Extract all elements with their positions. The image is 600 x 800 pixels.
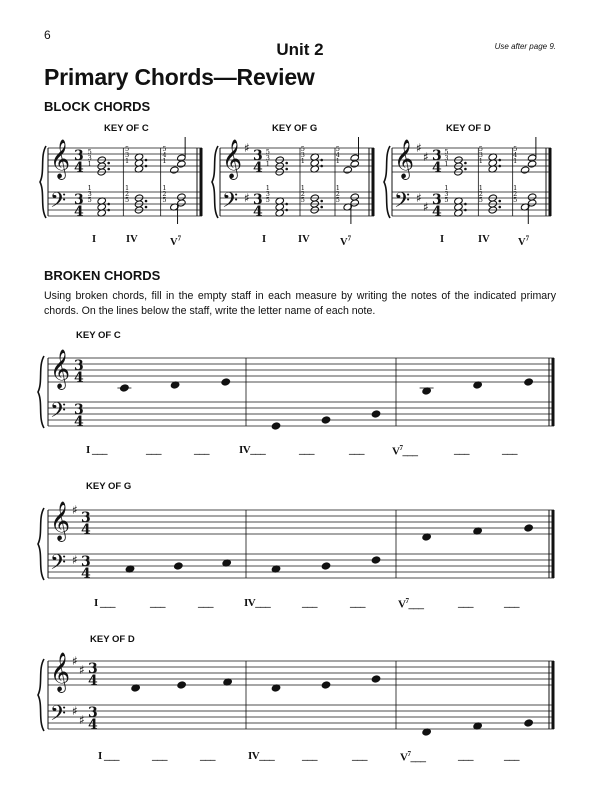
- treble-clef-icon: 𝄞: [50, 652, 71, 692]
- fingering-number: 3: [87, 190, 92, 198]
- dot: [464, 168, 467, 171]
- answer-blank[interactable]: ___: [504, 597, 519, 609]
- fingering-number: 1: [87, 184, 92, 192]
- dot: [464, 209, 467, 212]
- fingering-number: 1: [87, 160, 92, 168]
- fingering-number: 5: [265, 148, 270, 156]
- dot: [320, 159, 323, 162]
- note-head: [520, 166, 530, 174]
- answer-blank[interactable]: ___: [352, 750, 367, 762]
- time-signature-bottom: 4: [81, 522, 91, 538]
- bass-clef-icon: 𝄢: [50, 550, 67, 579]
- fingering-number: 5: [444, 148, 449, 156]
- answer-blank[interactable]: ___: [458, 597, 473, 609]
- fingering-number: 2: [125, 190, 130, 198]
- fingering-number: 1: [265, 160, 270, 168]
- time-signature-bottom: 4: [88, 717, 98, 733]
- dot: [498, 165, 501, 168]
- broken-key-d-label: KEY OF D: [90, 634, 135, 645]
- sharp-icon: ♯: [72, 503, 78, 517]
- fingering-number: 2: [478, 190, 483, 198]
- answer-blank[interactable]: ___: [150, 597, 165, 609]
- block-key-c-label: KEY OF C: [104, 123, 149, 134]
- block-chords-heading: BLOCK CHORDS: [44, 99, 151, 114]
- bass-clef-icon: 𝄢: [50, 701, 67, 730]
- treble-clef-icon: 𝄞: [50, 501, 71, 541]
- fingering-number: 5: [125, 196, 130, 204]
- fingering-number: 5: [335, 145, 340, 153]
- fingering-number: 5: [265, 196, 270, 204]
- broken-staff-d: [36, 645, 566, 745]
- sharp-icon: ♯: [416, 191, 422, 205]
- bass-clef-icon: 𝄢: [222, 188, 239, 217]
- treble-clef-icon: 𝄞: [50, 139, 71, 179]
- dot: [498, 206, 501, 209]
- block-g-numeral-1: I: [262, 234, 267, 245]
- use-after-note: Use after page 9.: [494, 42, 556, 51]
- time-signature-bottom: 4: [253, 204, 263, 220]
- broken-staff-g: [36, 494, 566, 594]
- sharp-icon: ♯: [416, 141, 422, 155]
- dot: [285, 168, 288, 171]
- unit-title: Unit 2: [276, 40, 324, 59]
- instructions-text: Using broken chords, fill in the empty staff in each measure by writing the notes of the indicated primary chords. On the lines below the staff, write the letter name of each note.: [44, 290, 556, 317]
- answer-blank[interactable]: I ___: [86, 444, 108, 456]
- brace: [38, 508, 44, 580]
- fingering-number: 1: [478, 184, 483, 192]
- sharp-icon: ♯: [72, 553, 78, 567]
- v7-numeral: $V^7$: [518, 234, 530, 248]
- block-d-numeral-5: [518, 234, 529, 248]
- page-title: Primary Chords—Review: [44, 64, 315, 90]
- treble-clef-icon: 𝄞: [50, 349, 71, 389]
- broken-staff-c: [36, 342, 566, 442]
- fingering-number: 3: [265, 154, 270, 162]
- block-d-numeral-4: IV: [478, 234, 490, 245]
- time-signature-top: 3: [74, 192, 84, 208]
- fingering-number: 5: [300, 196, 305, 204]
- fingering-number: 1: [444, 160, 449, 168]
- dot: [320, 206, 323, 209]
- dot: [285, 203, 288, 206]
- dot: [464, 162, 467, 165]
- fingering-number: 5: [478, 145, 483, 153]
- block-staff-d: [382, 134, 557, 234]
- fingering-number: 2: [300, 190, 305, 198]
- answer-blank[interactable]: ___: [504, 750, 519, 762]
- time-signature-bottom: 4: [74, 160, 84, 176]
- fingering-number: 1: [478, 157, 483, 165]
- fingering-number: 3: [444, 154, 449, 162]
- time-signature-top: 3: [74, 358, 84, 374]
- time-signature-top: 3: [81, 510, 91, 526]
- fingering-number: 3: [444, 190, 449, 198]
- answer-blank[interactable]: IV___: [239, 444, 266, 456]
- fingering-number: 1: [300, 157, 305, 165]
- fingering-number: 3: [300, 151, 305, 159]
- dot: [145, 206, 148, 209]
- note-head: [170, 166, 180, 174]
- answer-blank[interactable]: ___: [502, 444, 517, 456]
- answer-blank[interactable]: ___: [454, 444, 469, 456]
- fingering-number: 4: [162, 151, 167, 159]
- bass-clef-icon: 𝄢: [50, 188, 67, 217]
- dot: [107, 209, 110, 212]
- dot: [285, 162, 288, 165]
- block-system-g: [210, 134, 380, 239]
- fingering-number: 1: [162, 184, 167, 192]
- treble-clef-icon: 𝄞: [222, 139, 243, 179]
- fingering-number: 5: [444, 196, 449, 204]
- note-head: [177, 681, 187, 689]
- time-signature-bottom: 4: [432, 204, 442, 220]
- time-signature-top: 3: [88, 661, 98, 677]
- answer-blank[interactable]: ___: [194, 444, 209, 456]
- note-head: [221, 378, 231, 386]
- time-signature-bottom: 4: [81, 566, 91, 582]
- bass-clef-icon: 𝄢: [50, 398, 67, 427]
- fingering-number: 1: [125, 184, 130, 192]
- time-signature-top: 3: [253, 148, 263, 164]
- fingering-number: 5: [162, 196, 167, 204]
- block-c-numeral-1: I: [92, 234, 97, 245]
- fingering-number: 1: [335, 157, 340, 165]
- broken-system-c: [36, 342, 566, 447]
- block-system-c: [38, 134, 208, 239]
- note-head: [524, 378, 534, 386]
- note-head: [174, 562, 184, 570]
- sharp-icon: ♯: [244, 141, 250, 155]
- bass-clef-icon: 𝄢: [394, 188, 411, 217]
- note-head: [321, 681, 331, 689]
- note-head: [524, 719, 534, 727]
- block-g-numeral-4: IV: [298, 234, 310, 245]
- page-number: 6: [44, 28, 51, 42]
- fingering-number: 5: [125, 145, 130, 153]
- fingering-number: 5: [300, 145, 305, 153]
- answer-blank[interactable]: ___: [302, 597, 317, 609]
- fingering-number: 3: [87, 154, 92, 162]
- answer-blank[interactable]: ___: [349, 444, 364, 456]
- block-key-g-label: KEY OF G: [272, 123, 318, 134]
- answer-blank[interactable]: ___: [302, 750, 317, 762]
- note-head: [321, 416, 331, 424]
- note-head: [371, 675, 381, 683]
- time-signature-bottom: 4: [74, 370, 84, 386]
- time-signature-bottom: 4: [88, 673, 98, 689]
- answer-blank[interactable]: I ___: [98, 750, 120, 762]
- dot: [498, 200, 501, 203]
- block-c-numeral-5: [170, 234, 181, 248]
- fingering-number: 1: [513, 157, 518, 165]
- fingering-number: 1: [335, 184, 340, 192]
- time-signature-bottom: 4: [74, 204, 84, 220]
- answer-blank[interactable]: ___: [152, 750, 167, 762]
- broken-system-g: [36, 494, 566, 599]
- answer-blank[interactable]: $V^7\_\_\_$: [398, 597, 424, 611]
- answer-blank[interactable]: ___: [299, 444, 314, 456]
- answer-blank[interactable]: ___: [198, 597, 213, 609]
- block-system-d: [382, 134, 557, 239]
- dot: [145, 200, 148, 203]
- answer-blank[interactable]: $V^7\_\_\_$: [400, 750, 426, 764]
- note-head: [371, 556, 381, 564]
- block-staff-c: [38, 134, 208, 234]
- fingering-number: 1: [265, 184, 270, 192]
- note-head: [271, 422, 281, 430]
- answer-blank[interactable]: ___: [146, 444, 161, 456]
- block-c-numeral-4: IV: [126, 234, 138, 245]
- fingering-number: 1: [125, 157, 130, 165]
- fingering-number: 2: [513, 190, 518, 198]
- block-g-numeral-5: [340, 234, 351, 248]
- dot: [107, 168, 110, 171]
- brace: [40, 146, 46, 218]
- block-staff-g: [210, 134, 380, 234]
- answer-blank[interactable]: I ___: [94, 597, 116, 609]
- answer-blank[interactable]: ___: [458, 750, 473, 762]
- fingering-number: 2: [162, 190, 167, 198]
- brace: [212, 146, 218, 218]
- dot: [498, 159, 501, 162]
- dot: [285, 209, 288, 212]
- answer-blank[interactable]: ___: [200, 750, 215, 762]
- time-signature-top: 3: [74, 402, 84, 418]
- answer-blank[interactable]: $V^7\_\_\_$: [392, 444, 418, 458]
- fingering-number: 3: [265, 190, 270, 198]
- treble-clef-icon: 𝄞: [394, 139, 415, 179]
- fingering-number: 5: [87, 196, 92, 204]
- broken-key-c-label: KEY OF C: [76, 330, 121, 341]
- sharp-icon: ♯: [72, 654, 78, 668]
- fingering-number: 4: [513, 151, 518, 159]
- fingering-number: 1: [162, 157, 167, 165]
- fingering-number: 1: [300, 184, 305, 192]
- dot: [320, 165, 323, 168]
- fingering-number: 5: [87, 148, 92, 156]
- fingering-number: 2: [335, 190, 340, 198]
- time-signature-bottom: 4: [74, 414, 84, 430]
- dot: [464, 203, 467, 206]
- dot: [320, 200, 323, 203]
- fingering-number: 1: [513, 184, 518, 192]
- block-d-numeral-1: I: [440, 234, 445, 245]
- sharp-icon: ♯: [79, 663, 85, 677]
- dot: [145, 165, 148, 168]
- time-signature-top: 3: [81, 554, 91, 570]
- note-head: [371, 410, 381, 418]
- time-signature-bottom: 4: [253, 160, 263, 176]
- time-signature-bottom: 4: [432, 160, 442, 176]
- brace: [38, 356, 44, 428]
- fingering-number: 3: [478, 151, 483, 159]
- block-key-d-label: KEY OF D: [446, 123, 491, 134]
- time-signature-top: 3: [74, 148, 84, 164]
- fingering-number: 4: [335, 151, 340, 159]
- v7-numeral: $V^7$: [170, 234, 182, 248]
- fingering-number: 5: [513, 196, 518, 204]
- time-signature-top: 3: [432, 148, 442, 164]
- sharp-icon: ♯: [423, 200, 429, 214]
- broken-chords-heading: BROKEN CHORDS: [44, 268, 161, 283]
- fingering-number: 5: [162, 145, 167, 153]
- time-signature-top: 3: [253, 192, 263, 208]
- brace: [384, 146, 390, 218]
- dot: [107, 203, 110, 206]
- sharp-icon: ♯: [72, 704, 78, 718]
- fingering-number: 5: [513, 145, 518, 153]
- v7-numeral: $V^7$: [340, 234, 352, 248]
- answer-blank[interactable]: IV___: [248, 750, 275, 762]
- broken-system-d: [36, 645, 566, 750]
- time-signature-top: 3: [432, 192, 442, 208]
- note-head: [120, 384, 130, 392]
- fingering-number: 5: [335, 196, 340, 204]
- brace: [38, 659, 44, 731]
- note-head: [321, 562, 331, 570]
- fingering-number: 3: [125, 151, 130, 159]
- fingering-number: 1: [444, 184, 449, 192]
- answer-blank[interactable]: ___: [350, 597, 365, 609]
- fingering-number: 5: [478, 196, 483, 204]
- sharp-icon: ♯: [423, 150, 429, 164]
- dot: [107, 162, 110, 165]
- note-head: [343, 166, 353, 174]
- dot: [145, 159, 148, 162]
- answer-blank[interactable]: IV___: [244, 597, 271, 609]
- time-signature-top: 3: [88, 705, 98, 721]
- sharp-icon: ♯: [79, 713, 85, 727]
- note-head: [524, 524, 534, 532]
- sharp-icon: ♯: [244, 191, 250, 205]
- broken-key-g-label: KEY OF G: [86, 481, 132, 492]
